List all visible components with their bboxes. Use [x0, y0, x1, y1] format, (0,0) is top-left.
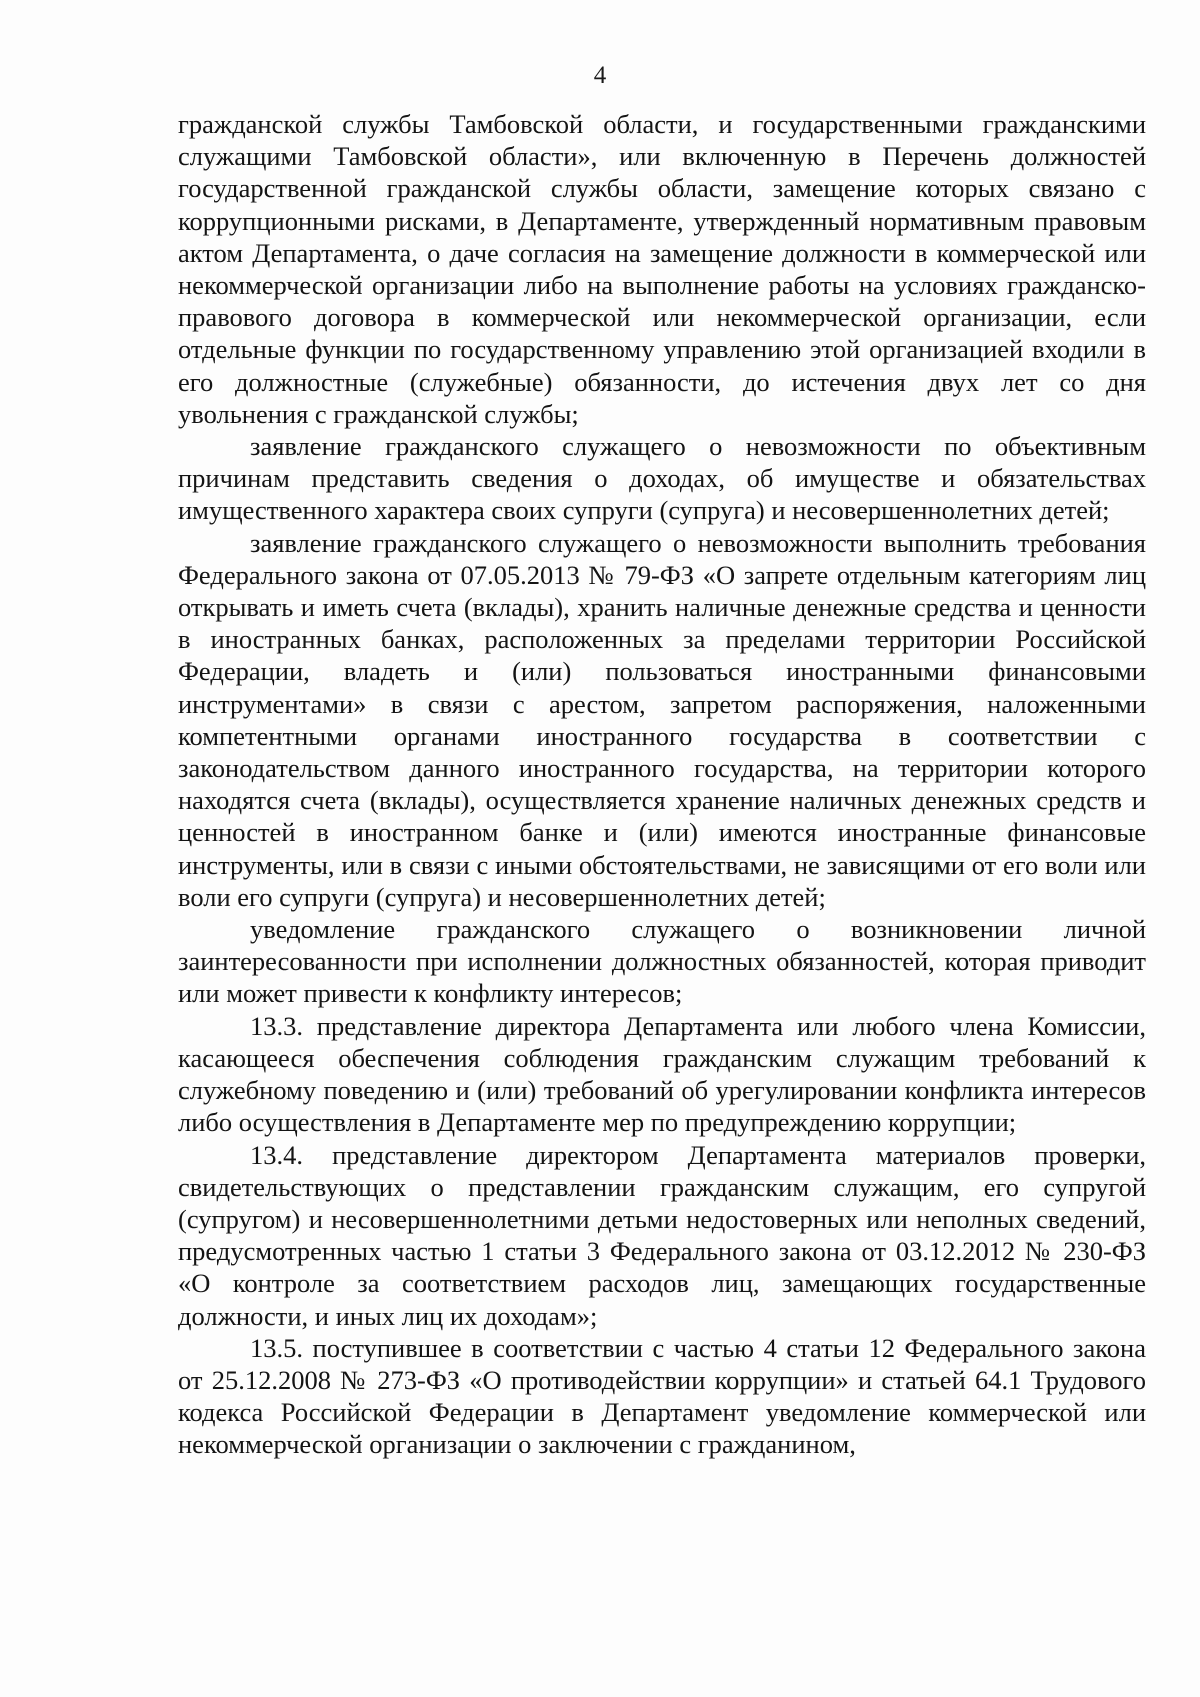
paragraph-13-5: 13.5. поступившее в соответствии с частью 4 статьи 12 Федерального закона от 25.12.2008 № 273-ФЗ «О противодействии коррупции» и статьей 64.1 Трудового кодекса Российской Федерации в Департамент уведомление коммерческой или некоммерческой организации о заключении с гражданином, — [178, 1332, 1146, 1460]
page-number: 4 — [593, 62, 607, 89]
paragraph-continuation: гражданской службы Тамбовской области, и государственными гражданскими служащими Тамбовской области», или включенную в Перечень должностей государственной гражданской службы области, замещение которых связано с коррупционными рисками, в Департаменте, утвержденный нормативным правовым актом Департамента, о даче согласия на замещение должности в коммерческой или некоммерческой организации либо на выполнение работы на условиях гражданско-правового договора в коммерческой или некоммерческой организации, если отдельные функции по государственному управлению этой организацией входили в его должностные (служебные) обязанности, до истечения двух лет со дня увольнения с гражданской службы; — [178, 109, 1146, 429]
paragraph-foreign-accounts: заявление гражданского служащего о невозможности выполнить требования Федерального закона от 07.05.2013 № 79-ФЗ «О запрете отдельным категориям лиц открывать и иметь счета (вклады), хранить наличные денежные средства и ценности в иностранных банках, расположенных за пределами территории Российской Федерации, владеть и (или) пользоваться иностранными финансовыми инструментами» в связи с арестом, запретом распоряжения, наложенными компетентными органами иностранного государства в соответствии с законодательством данного иностранного государства, на территории которого находятся счета (вклады), осуществляется хранение наличных денежных средств и ценностей в иностранном банке и (или) имеются иностранные финансовые инструменты, или в связи с иными обстоятельствами, не зависящими от его воли или воли его супруги (супруга) и несовершеннолетних детей; — [178, 527, 1146, 912]
paragraph-13-4: 13.4. представление директором Департамента материалов проверки, свидетельствующих о представлении гражданским служащим, его супругой (супругом) и несовершеннолетними детьми недостоверных или неполных сведений, предусмотренных частью 1 статьи 3 Федерального закона от 03.12.2012 № 230-ФЗ «О контроле за соответствием расходов лиц, замещающих государственные должности, и иных лиц их доходам»; — [178, 1139, 1146, 1331]
paragraph-conflict-notice: уведомление гражданского служащего о возникновении личной заинтересованности при исполнении должностных обязанностей, которая приводит или может привести к конфликту интересов; — [178, 914, 1146, 1009]
paragraph-income-statement: заявление гражданского служащего о невозможности по объективным причинам представить сведения о доходах, об имуществе и обязательствах имущественного характера своих супруги (супруга) и несовершеннолетних детей; — [178, 431, 1146, 526]
paragraph-13-3: 13.3. представление директора Департамента или любого члена Комиссии, касающееся обеспечения соблюдения гражданским служащим требований к служебному поведению и (или) требований об урегулировании конфликта интересов либо осуществления в Департаменте мер по предупреждению коррупции; — [178, 1010, 1146, 1138]
document-body — [178, 108, 1146, 1461]
